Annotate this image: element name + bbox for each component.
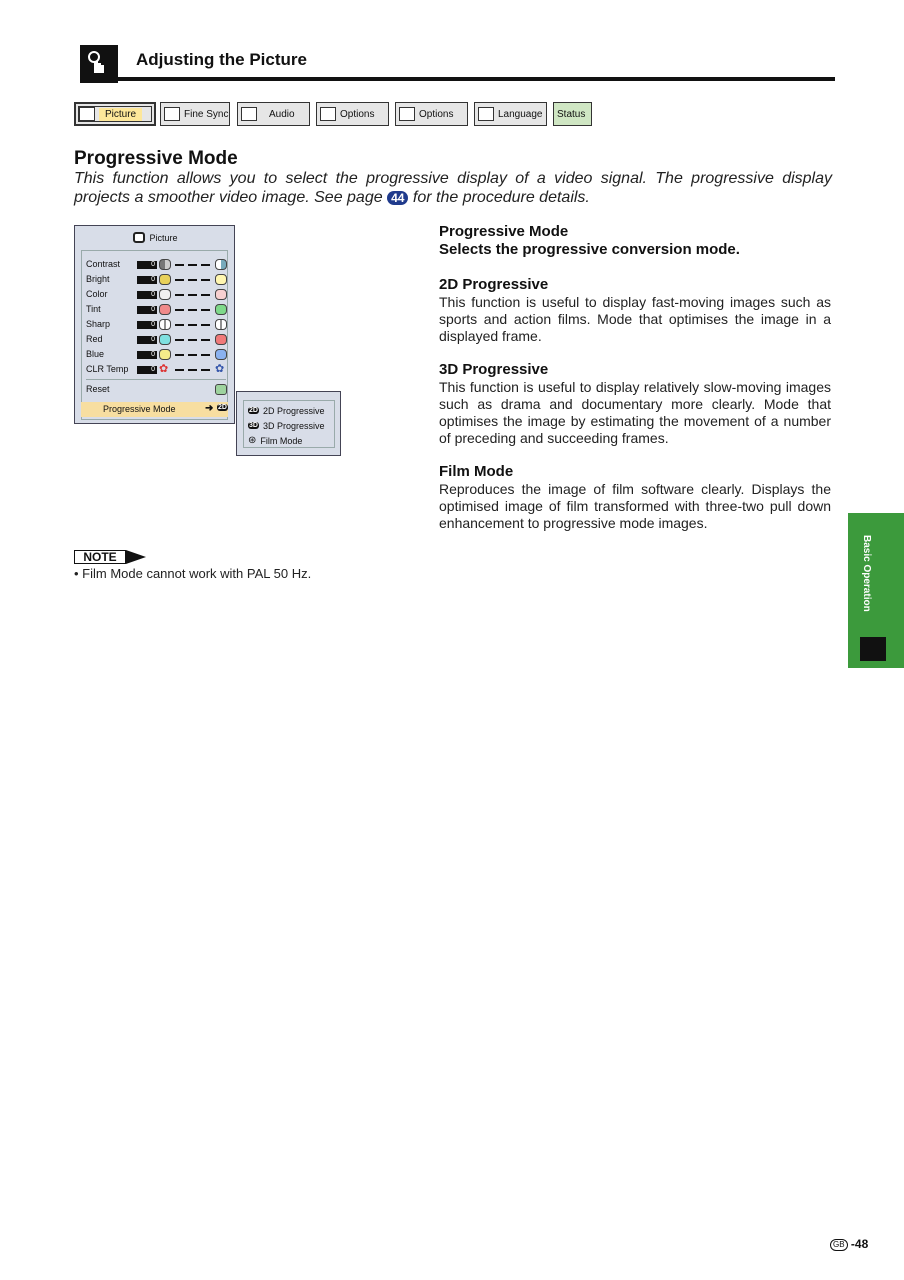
monitor-icon [79,107,95,121]
red-icon [215,334,227,345]
sharp-low-icon [159,319,171,330]
note-text: • Film Mode cannot work with PAL 50 Hz. [74,566,312,581]
desc-intro: Progressive Mode Selects the progressive conversion mode. [439,223,740,258]
section-title: Progressive Mode [74,148,238,169]
page-title: Adjusting the Picture [136,50,307,69]
desc-2d-progressive: 2D Progressive This function is useful to display fast-moving images such as sports and action films. Mode that optimises the image in a displayed frame. [439,276,831,344]
page-number: GB -48 [830,1237,868,1251]
reset-icon [215,384,227,395]
page-ref-badge[interactable]: 44 [387,191,408,205]
submenu-film-mode[interactable]: ⊛ Film Mode [248,435,303,446]
box-icon [320,107,336,121]
osd-progressive-submenu [236,391,341,456]
osd-picture-menu [74,225,235,424]
tint-green-icon [215,304,227,315]
side-chapter-tab[interactable] [848,513,904,668]
tint-red-icon [159,304,171,315]
osd-row-color: Color 0 [86,288,228,301]
cyan-icon [159,334,171,345]
hand-pointer-icon [860,637,886,661]
tab-picture[interactable]: Picture [74,102,156,126]
tab-options-2[interactable]: Options [395,102,468,126]
osd-row-sharp: Sharp 0 [86,318,228,331]
osd-row-reset: Reset [86,383,228,396]
tab-status[interactable]: Status [553,102,592,126]
color-high-icon [215,289,227,300]
osd-row-red: Red 0 [86,333,228,346]
yellow-icon [159,349,171,360]
osd-row-bright: Bright 0 [86,273,228,286]
contrast-high-icon [215,259,227,270]
osd-title: Picture [75,232,236,243]
arrow-right-icon: ➜ [205,403,214,414]
speech-bubble-icon [478,107,494,121]
blue-icon [215,349,227,360]
submenu-3d-progressive[interactable]: 3D 3D Progressive [249,420,325,431]
speaker-icon [241,107,257,121]
hand-pointer-icon [80,45,118,83]
color-low-icon [159,289,171,300]
note-arrow-icon [126,550,146,564]
submenu-2d-progressive[interactable]: 2D 2D Progressive [249,405,325,416]
osd-row-clr-temp: CLR Temp 0 ✿ ✿ [86,363,228,376]
osd-row-contrast: Contrast 0 [86,258,228,271]
film-reel-icon: ⊛ [248,435,257,446]
osd-row-blue: Blue 0 [86,348,228,361]
desc-3d-progressive: 3D Progressive This function is useful to display relatively slow-moving images such as drama and documentary more clearly. Mode that optimises the image by estimating the movement of a number of preceding and succeeding frames. [439,361,831,446]
cool-temp-icon: ✿ [215,363,225,375]
monitor-icon [133,232,145,243]
osd-inner-frame [81,250,228,420]
tab-language[interactable]: Language [474,102,547,126]
osd-row-tint: Tint 0 [86,303,228,316]
tab-audio[interactable]: Audio [237,102,310,126]
wave-icon [164,107,180,121]
region-badge: GB [830,1239,848,1251]
contrast-low-icon [159,259,171,270]
sun-bright-icon [215,274,227,285]
note-badge: NOTE [74,550,126,564]
warm-temp-icon: ✿ [159,363,169,375]
desc-film-mode: Film Mode Reproduces the image of film software clearly. Displays the optimised image of film transformed with three-two pull down enhancement to progressive mode images. [439,463,831,531]
side-tab-label: Basic Operation [861,535,872,612]
box-icon [399,107,415,121]
tab-fine-sync[interactable]: Fine Sync [160,102,230,126]
osd-row-progressive-mode[interactable]: Progressive Mode ➜ 2D [81,402,228,417]
tab-options-1[interactable]: Options [316,102,389,126]
sun-dim-icon [159,274,171,285]
sharp-high-icon [215,319,227,330]
section-intro: This function allows you to select the progressive display of a video signal. The progressive display projects a smoother video image. See page 44 for the procedure details. [74,170,832,206]
header-rule [118,77,835,81]
